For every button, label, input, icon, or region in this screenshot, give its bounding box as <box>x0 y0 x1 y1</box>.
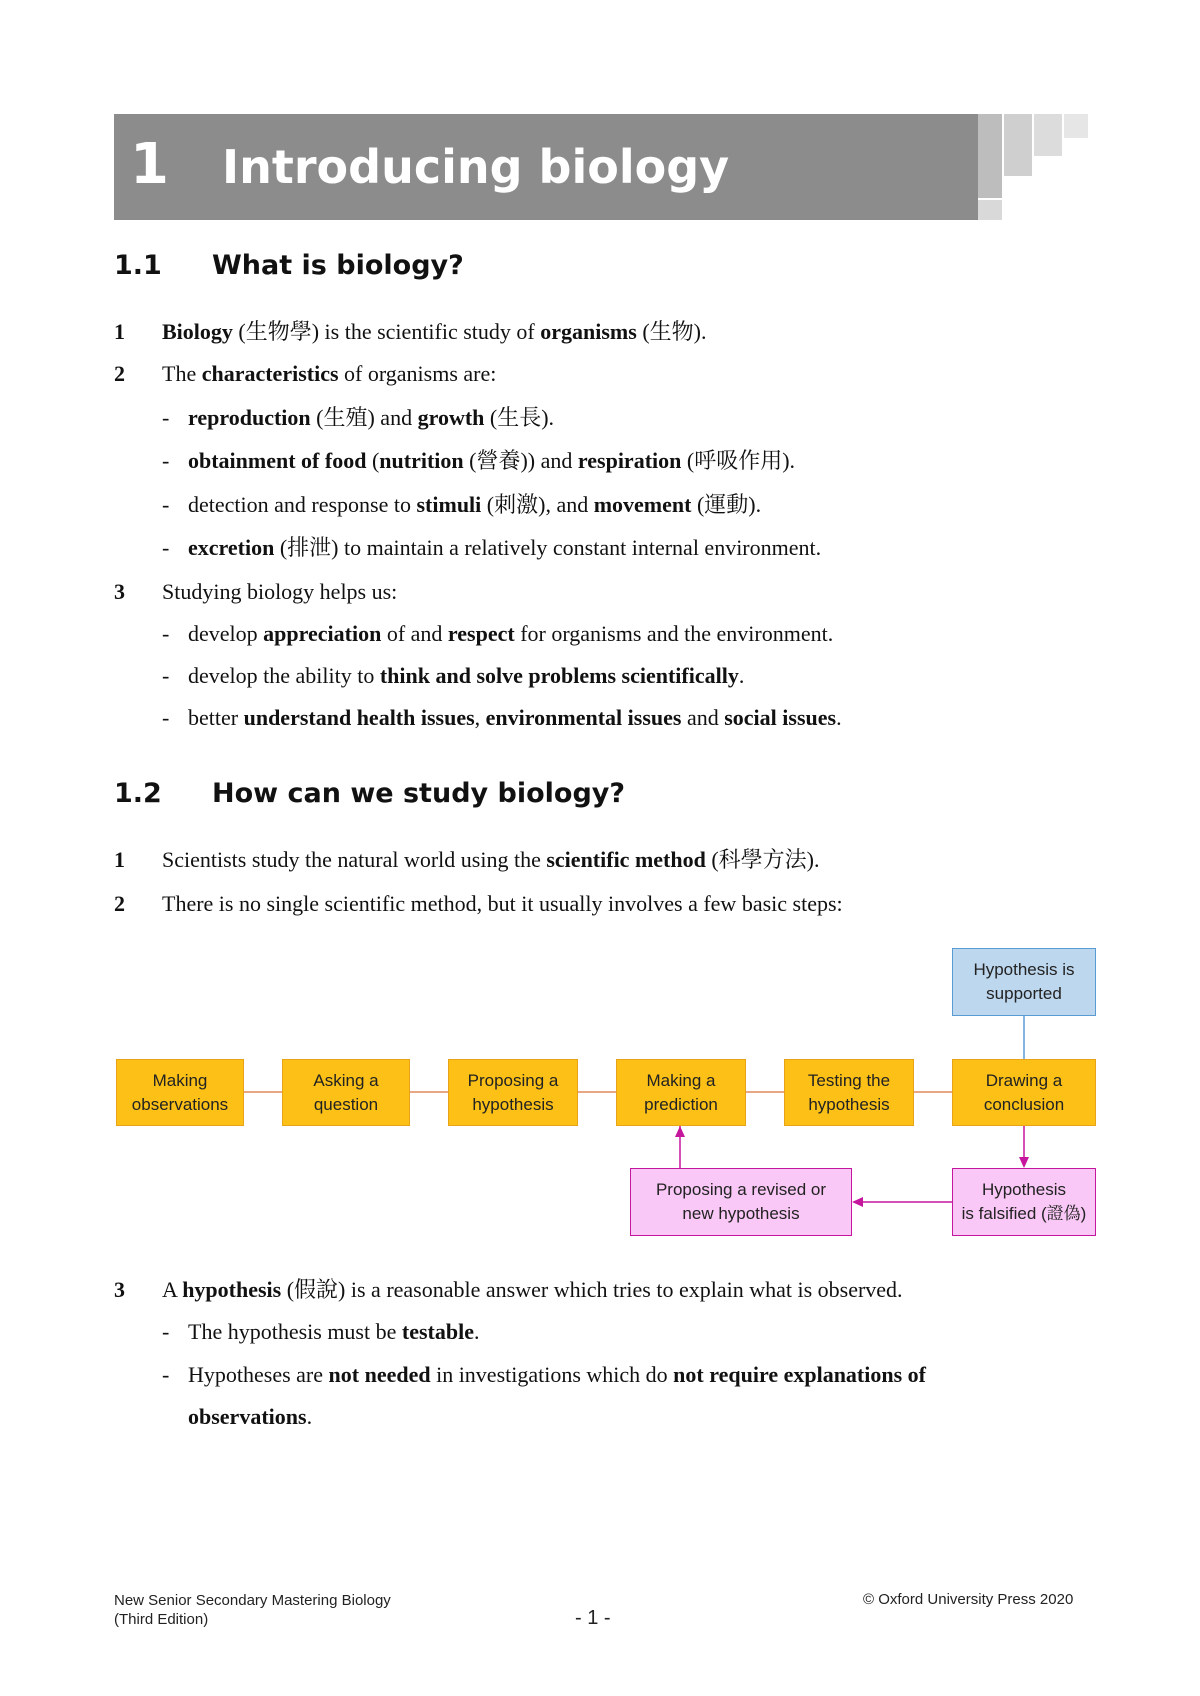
flow-box-supported: Hypothesis is supported <box>952 948 1096 1016</box>
section-number: 1.2 <box>114 778 162 809</box>
point-number: 2 <box>114 891 125 916</box>
flow-box-step: Asking a question <box>282 1059 410 1126</box>
flow-box-falsified: Hypothesis is falsified (證偽) <box>952 1168 1096 1236</box>
flow-box-step: Making a prediction <box>616 1059 746 1126</box>
chapter-title: Introducing biology <box>222 140 730 194</box>
flow-box-revised: Proposing a revised or new hypothesis <box>630 1168 852 1236</box>
chapter-number: 1 <box>130 132 169 197</box>
point-number: 1 <box>114 319 125 344</box>
point-text: Studying biology helps us: <box>162 579 398 604</box>
flow-box-step: Proposing a hypothesis <box>448 1059 578 1126</box>
flow-box-step: Drawing a conclusion <box>952 1059 1096 1126</box>
point-text: Scientists study the natural world using the scientific method (科學方法). <box>162 847 820 872</box>
footer-book-title: New Senior Secondary Mastering Biology (Third Edition) <box>114 1592 391 1628</box>
point-text: A hypothesis (假說) is a reasonable answer which tries to explain what is observed. <box>162 1277 903 1302</box>
point-text: The characteristics of organisms are: <box>162 361 497 386</box>
section-heading: What is biology? <box>212 250 464 281</box>
page-number: - 1 - <box>575 1607 611 1629</box>
point-number: 2 <box>114 361 125 386</box>
flow-box-step: Testing the hypothesis <box>784 1059 914 1126</box>
point-number: 1 <box>114 847 125 872</box>
section-number: 1.1 <box>114 250 162 281</box>
section-heading: How can we study biology? <box>212 778 626 809</box>
bullet-continuation: observations. <box>188 1404 313 1429</box>
point-number: 3 <box>114 579 125 604</box>
point-text: Biology (生物學) is the scientific study of organisms (生物). <box>162 319 707 344</box>
point-number: 3 <box>114 1277 125 1302</box>
flow-box-step: Making observations <box>116 1059 244 1126</box>
footer-copyright: © Oxford University Press 2020 <box>863 1591 1074 1608</box>
point-text: There is no single scientific method, but it usually involves a few basic steps: <box>162 891 843 916</box>
